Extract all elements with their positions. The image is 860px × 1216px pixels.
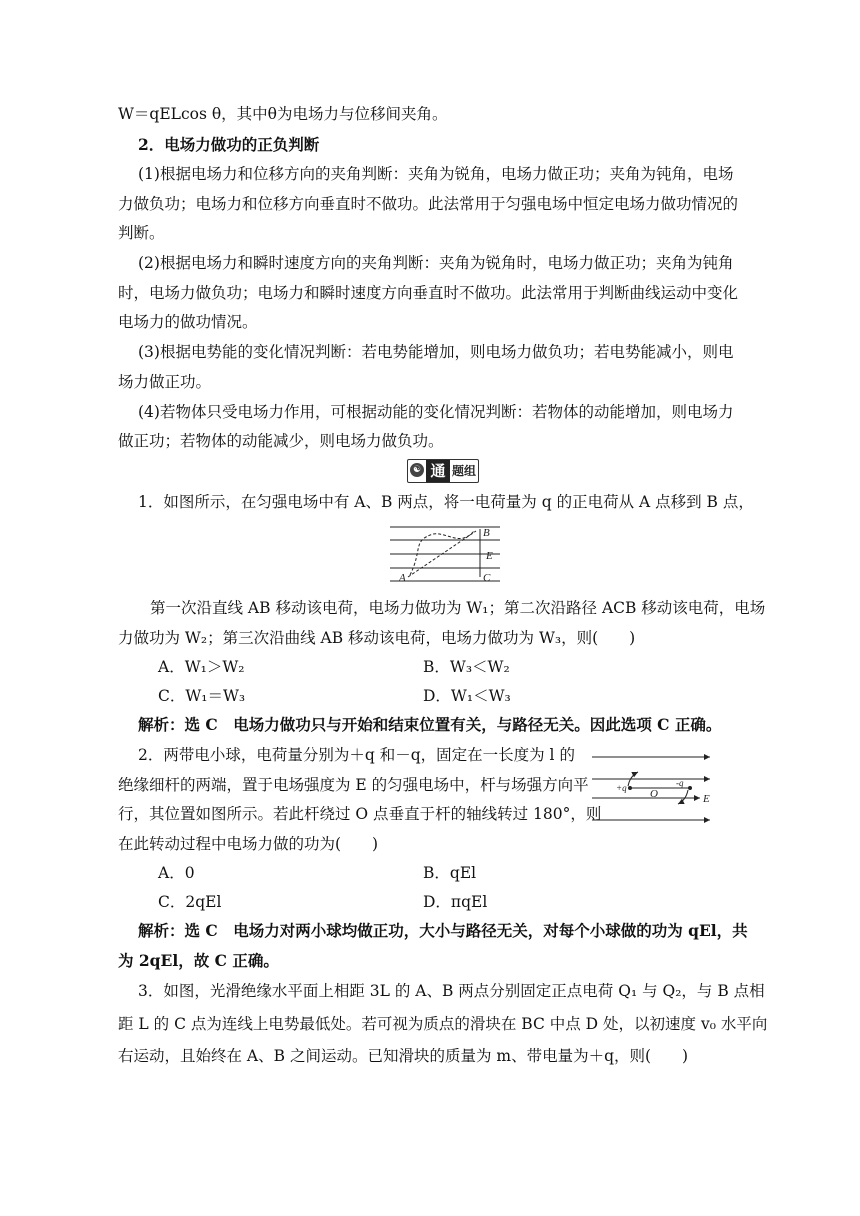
q2-stem-line-3: 行，其位置如图所示。若此杆绕过 O 点垂直于杆的轴线转过 180°，则 xyxy=(118,805,602,823)
rule-2-line-2: 时，电场力做负功；电场力和瞬时速度方向垂直时不做功。此法常用于判断曲线运动中变化 xyxy=(118,284,739,302)
rule-4-line-2: 做正功；若物体的动能减少，则电场力做负功。 xyxy=(118,432,444,450)
q1-option-c: C．W₁＝W₃ xyxy=(158,687,246,705)
q2-analysis-line-1: 解析：选 C 电场力对两小球均做正功，大小与路径无关，对每个小球做的功为 qEl，共 xyxy=(138,921,748,940)
q1-label-e: E xyxy=(486,550,493,562)
rule-3-line-2: 场力做正功。 xyxy=(118,373,212,391)
badge-label: 题组 xyxy=(452,464,477,478)
q1-field-diagram xyxy=(388,519,502,585)
q1-option-a: A．W₁＞W₂ xyxy=(158,658,245,676)
q3-stem-line-1: 3．如图，光滑绝缘水平面上相距 3L 的 A、B 两点分别固定正点电荷 Q₁ 与 Q₂，与 B 点相 xyxy=(138,982,765,1000)
q1-label-a: A xyxy=(399,572,406,584)
rule-4-line-1: (4)若物体只受电场力作用，可根据动能的变化情况判断：若物体的动能增加，则电场力 xyxy=(138,403,734,421)
q2-stem-line-4: 在此转动过程中电场力做的功为( ) xyxy=(118,835,379,853)
q1-option-d: D．W₁＜W₃ xyxy=(423,687,511,705)
q1-analysis: 解析：选 C 电场力做功只与开始和结束位置有关，与路径无关。因此选项 C 正确。 xyxy=(138,715,722,734)
q2-field-diagram xyxy=(590,750,714,826)
yin-yang-icon: ☯ xyxy=(410,463,424,477)
q1-stem-line-2: 第一次沿直线 AB 移动该电荷，电场力做功为 W₁；第二次沿路径 ACB 移动该电荷，电场 xyxy=(150,599,766,617)
q2-label-minus-q: -q xyxy=(676,778,684,788)
q2-label-e: E xyxy=(703,793,710,805)
q2-analysis-line-2: 为 2qEl，故 C 正确。 xyxy=(118,951,279,970)
rule-1-line-1: (1)根据电场力和位移方向的夹角判断：夹角为锐角，电场力做正功；夹角为钝角，电场 xyxy=(138,165,734,183)
q1-stem-line-3: 力做功为 W₂；第三次沿曲线 AB 移动该电荷，电场力做功为 W₃，则( ) xyxy=(118,629,636,647)
q2-stem-line-2: 绝缘细杆的两端，置于电场强度为 E 的匀强电场中，杆与场强方向平 xyxy=(118,776,589,794)
rule-2-line-3: 电场力的做功情况。 xyxy=(118,313,258,331)
badge-strong-label: 通 xyxy=(426,460,450,482)
q1-stem-line-1: 1．如图所示，在匀强电场中有 A、B 两点，将一电荷量为 q 的正电荷从 A 点移到 B 点， xyxy=(138,493,754,511)
q2-option-b: B．qEl xyxy=(423,864,477,882)
rule-3-line-1: (3)根据电势能的变化情况判断：若电势能增加，则电场力做负功；若电势能减小，则电 xyxy=(138,343,734,361)
q3-stem-line-3: 右运动，且始终在 A、B 之间运动。已知滑块的质量为 m、带电量为＋q，则( ) xyxy=(118,1047,689,1065)
rule-1-line-3: 判断。 xyxy=(118,224,165,242)
q1-label-b: B xyxy=(483,527,490,539)
q2-stem-line-1: 2．两带电小球，电荷量分别为＋q 和－q，固定在一长度为 l 的 xyxy=(138,746,575,764)
q2-label-o: O xyxy=(650,788,658,800)
q2-label-plus-q: +q xyxy=(616,783,627,793)
q2-option-d: D．πqEl xyxy=(423,893,488,911)
rule-2-line-1: (2)根据电场力和瞬时速度方向的夹角判断：夹角为锐角时，电场力做正功；夹角为钝角 xyxy=(138,254,734,272)
q2-option-a: A．0 xyxy=(158,864,195,882)
exercise-group-badge xyxy=(407,459,479,483)
section-heading: 2．电场力做功的正负判断 xyxy=(138,135,320,154)
q1-option-b: B．W₃＜W₂ xyxy=(423,658,510,676)
work-formula-line: W＝qELcos θ，其中θ为电场力与位移间夹角。 xyxy=(118,105,448,123)
q3-stem-line-2: 距 L 的 C 点为连线上电势最低处。若可视为质点的滑块在 BC 中点 D 处，以初速度 v₀ 水平向 xyxy=(118,1015,768,1033)
q1-label-c: C xyxy=(483,572,491,584)
rule-1-line-2: 力做负功；电场力和位移方向垂直时不做功。此法常用于匀强电场中恒定电场力做功情况的 xyxy=(118,195,739,213)
q2-option-c: C．2qEl xyxy=(158,893,222,911)
